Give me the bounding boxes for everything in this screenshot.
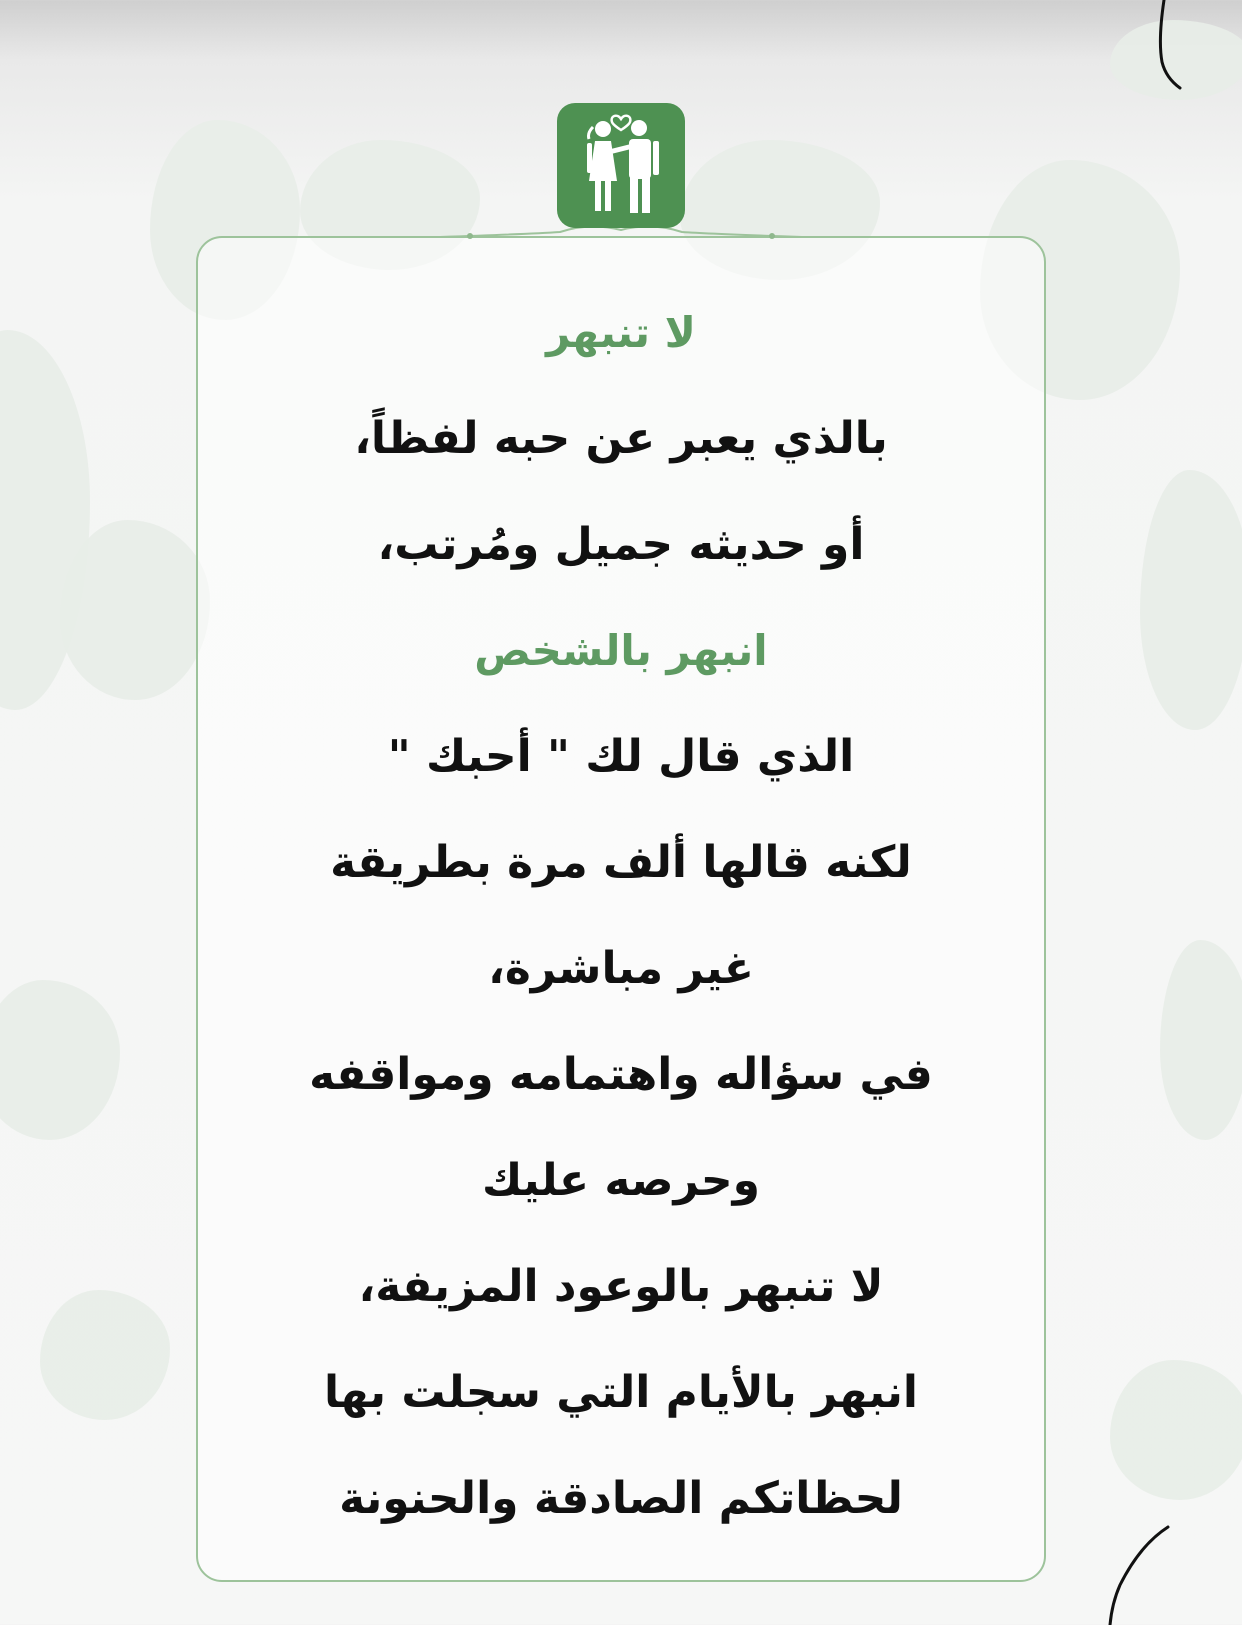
background-blob [1140,470,1242,730]
quote-line: الذي قال لك " أحبك " [387,731,855,782]
pen-stroke-bottom [1100,1525,1180,1625]
background-blob [60,520,210,700]
quote-line: في سؤاله واهتمامه ومواقفه [309,1049,933,1100]
quote-line: انبهر بالأيام التي سجلت بها [323,1367,919,1418]
quote-line: غير مباشرة، [488,943,754,994]
couple-icon [557,103,685,228]
background-blob [1160,940,1242,1140]
quote-text [196,280,1046,1552]
quote-line: أو حديثه جميل ومُرتب، [377,519,865,570]
background-blob [0,980,120,1140]
quote-line: لكنه قالها ألف مرة بطريقة [330,837,912,888]
pen-stroke-top [1150,0,1190,95]
quote-line: لحظاتكم الصادقة والحنونة [339,1473,903,1524]
background-blob [1110,1360,1242,1500]
background-blob [40,1290,170,1420]
quote-line: لا تنبهر بالوعود المزيفة، [358,1261,884,1312]
quote-line: وحرصه عليك [482,1155,760,1206]
heading-line: انبهر بالشخص [474,626,768,675]
quote-line: بالذي يعبر عن حبه لفظاً، [354,413,888,464]
heading-line: لا تنبهر [546,308,696,357]
